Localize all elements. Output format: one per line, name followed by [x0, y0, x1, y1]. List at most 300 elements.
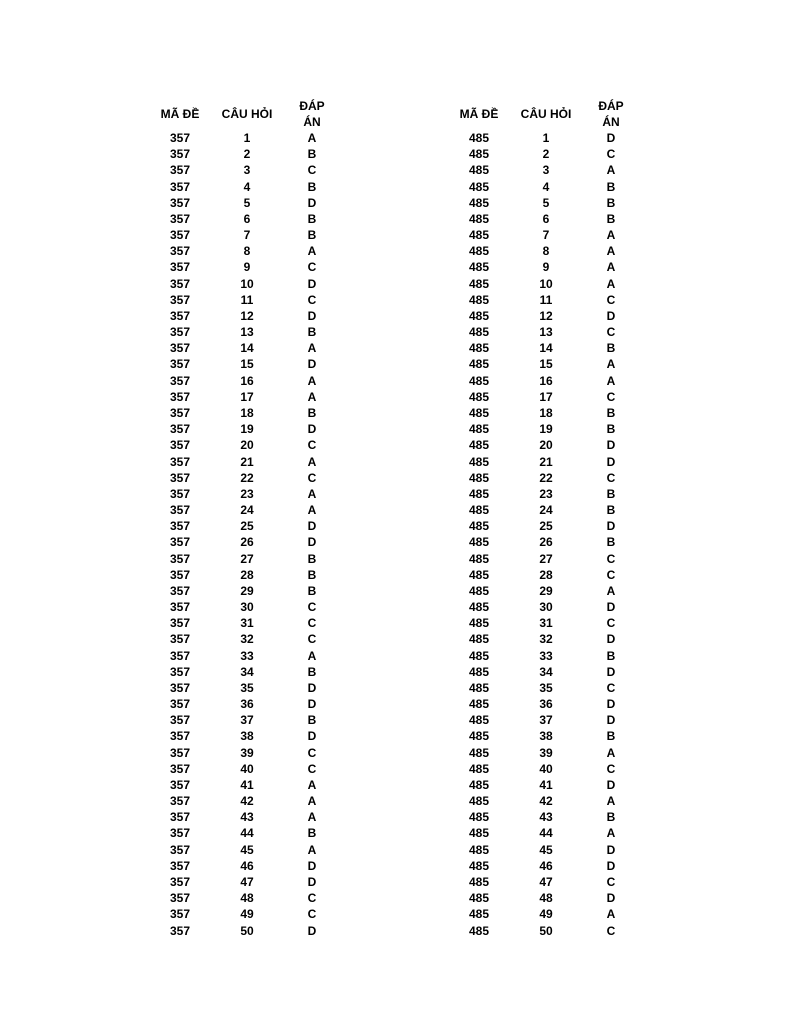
table-row: [158, 922, 332, 938]
cell-dap-an: D: [606, 519, 616, 534]
cell-ma-de: 357: [169, 244, 191, 259]
cell-cau-hoi: 10: [539, 276, 553, 291]
cell-dap-an: B: [307, 228, 317, 243]
table-row: [158, 777, 332, 793]
table-row: [457, 276, 631, 292]
cell-cau-hoi: 32: [240, 632, 254, 647]
table-row: [158, 276, 332, 292]
header-dap-an: ĐÁP ÁN: [299, 99, 325, 129]
cell-cau-hoi: 11: [539, 292, 553, 307]
cell-cau-hoi: 38: [539, 729, 553, 744]
cell-cau-hoi: 6: [542, 211, 550, 226]
table-row: [158, 728, 332, 744]
cell-ma-de: 357: [169, 745, 191, 760]
cell-dap-an: C: [307, 260, 317, 275]
cell-cau-hoi: 2: [243, 147, 251, 162]
table-row: [158, 162, 332, 178]
cell-ma-de: 485: [468, 244, 490, 259]
cell-dap-an: D: [307, 874, 317, 889]
table-row: [457, 324, 631, 340]
cell-cau-hoi: 20: [240, 438, 254, 453]
cell-cau-hoi: 13: [240, 325, 254, 340]
cell-dap-an: D: [307, 923, 317, 938]
table-row: [457, 179, 631, 195]
cell-dap-an: B: [606, 648, 616, 663]
cell-dap-an: B: [606, 341, 616, 356]
cell-cau-hoi: 15: [539, 357, 553, 372]
cell-cau-hoi: 18: [539, 406, 553, 420]
table-row: [457, 664, 631, 680]
cell-cau-hoi: 13: [539, 325, 553, 340]
cell-cau-hoi: 21: [539, 454, 553, 469]
answer-table-485: [457, 98, 631, 939]
cell-cau-hoi: 42: [240, 794, 254, 809]
cell-ma-de: 357: [169, 422, 191, 437]
cell-dap-an: D: [606, 891, 616, 906]
cell-dap-an: C: [307, 470, 317, 485]
cell-ma-de: 485: [468, 761, 490, 776]
cell-dap-an: C: [606, 292, 616, 307]
cell-cau-hoi: 49: [240, 907, 254, 922]
table-row: [457, 696, 631, 712]
cell-cau-hoi: 14: [539, 341, 553, 356]
cell-dap-an: D: [606, 713, 616, 728]
cell-dap-an: A: [606, 907, 616, 922]
cell-cau-hoi: 1: [243, 131, 251, 146]
cell-cau-hoi: 44: [539, 826, 553, 841]
table-row: [457, 421, 631, 437]
cell-dap-an: D: [606, 858, 616, 873]
cell-dap-an: D: [606, 308, 616, 323]
cell-cau-hoi: 12: [539, 308, 553, 323]
cell-cau-hoi: 16: [240, 373, 254, 388]
cell-ma-de: 485: [468, 454, 490, 469]
cell-cau-hoi: 15: [240, 357, 254, 372]
cell-ma-de: 357: [169, 826, 191, 841]
cell-ma-de: 485: [468, 357, 490, 372]
table-row: [158, 146, 332, 162]
cell-dap-an: A: [307, 648, 317, 663]
table-row: [457, 243, 631, 259]
cell-ma-de: 357: [169, 292, 191, 307]
table-row: [457, 308, 631, 324]
cell-dap-an: C: [606, 567, 616, 582]
cell-cau-hoi: 33: [240, 648, 254, 663]
answer-table-357: [158, 98, 332, 939]
cell-ma-de: 485: [468, 745, 490, 760]
cell-dap-an: A: [606, 260, 616, 275]
cell-ma-de: 485: [468, 551, 490, 566]
cell-dap-an: A: [606, 357, 616, 372]
cell-ma-de: 357: [169, 373, 191, 388]
cell-cau-hoi: 45: [539, 842, 553, 857]
table-row: [457, 793, 631, 809]
table-row: [457, 340, 631, 356]
cell-ma-de: 357: [169, 195, 191, 210]
cell-ma-de: 357: [169, 874, 191, 889]
cell-ma-de: 485: [468, 276, 490, 291]
cell-ma-de: 357: [169, 438, 191, 453]
cell-dap-an: D: [606, 438, 616, 453]
cell-ma-de: 485: [468, 632, 490, 647]
cell-dap-an: C: [307, 292, 317, 307]
cell-cau-hoi: 7: [243, 228, 251, 243]
cell-ma-de: 485: [468, 438, 490, 453]
table-row: [158, 615, 332, 631]
cell-dap-an: B: [307, 551, 317, 566]
cell-ma-de: 485: [468, 648, 490, 663]
cell-ma-de: 357: [169, 341, 191, 356]
cell-cau-hoi: 16: [539, 373, 553, 388]
cell-cau-hoi: 43: [240, 810, 254, 825]
cell-cau-hoi: 24: [539, 503, 553, 518]
table-row: [158, 389, 332, 405]
cell-dap-an: B: [307, 567, 317, 582]
table-row: [457, 534, 631, 550]
cell-ma-de: 485: [468, 535, 490, 550]
cell-ma-de: 357: [169, 260, 191, 275]
cell-ma-de: 357: [169, 891, 191, 906]
cell-dap-an: B: [606, 810, 616, 825]
header-cau-hoi: CÂU HỎI: [221, 107, 273, 121]
cell-ma-de: 357: [169, 842, 191, 857]
table-row: [158, 470, 332, 486]
table-row: [457, 356, 631, 372]
table-row: [457, 712, 631, 728]
cell-dap-an: C: [307, 761, 317, 776]
table-row: [158, 534, 332, 550]
cell-dap-an: C: [307, 438, 317, 453]
cell-cau-hoi: 44: [240, 826, 254, 841]
cell-ma-de: 485: [468, 810, 490, 825]
cell-dap-an: D: [606, 777, 616, 792]
cell-dap-an: B: [307, 406, 317, 420]
table-row: [457, 777, 631, 793]
table-row: [158, 292, 332, 308]
cell-dap-an: A: [307, 810, 317, 825]
table-row: [158, 809, 332, 825]
cell-ma-de: 485: [468, 777, 490, 792]
table-row: [457, 486, 631, 502]
cell-ma-de: 485: [468, 923, 490, 938]
cell-ma-de: 357: [169, 858, 191, 873]
table-row: [158, 356, 332, 372]
cell-cau-hoi: 39: [539, 745, 553, 760]
table-row: [457, 858, 631, 874]
cell-cau-hoi: 19: [539, 422, 553, 437]
cell-dap-an: B: [606, 503, 616, 518]
cell-cau-hoi: 45: [240, 842, 254, 857]
cell-ma-de: 485: [468, 842, 490, 857]
table-row: [457, 874, 631, 890]
table-row: [457, 728, 631, 744]
cell-cau-hoi: 25: [240, 519, 254, 534]
cell-ma-de: 357: [169, 648, 191, 663]
cell-dap-an: C: [307, 907, 317, 922]
cell-dap-an: B: [606, 729, 616, 744]
cell-ma-de: 485: [468, 826, 490, 841]
cell-dap-an: C: [606, 874, 616, 889]
table-row: [457, 809, 631, 825]
cell-cau-hoi: 21: [240, 454, 254, 469]
cell-dap-an: D: [606, 454, 616, 469]
cell-ma-de: 357: [169, 729, 191, 744]
cell-dap-an: B: [606, 486, 616, 501]
cell-ma-de: 485: [468, 292, 490, 307]
cell-dap-an: C: [606, 325, 616, 340]
cell-cau-hoi: 37: [240, 713, 254, 728]
cell-dap-an: C: [307, 891, 317, 906]
table-row: [158, 842, 332, 858]
table-row: [158, 340, 332, 356]
cell-ma-de: 357: [169, 163, 191, 178]
table-row: [457, 825, 631, 841]
cell-dap-an: A: [606, 826, 616, 841]
cell-dap-an: A: [606, 583, 616, 598]
cell-ma-de: 485: [468, 228, 490, 243]
cell-dap-an: C: [307, 745, 317, 760]
cell-ma-de: 357: [169, 406, 191, 420]
cell-ma-de: 485: [468, 406, 490, 420]
cell-cau-hoi: 18: [240, 406, 254, 420]
cell-cau-hoi: 22: [539, 470, 553, 485]
cell-cau-hoi: 42: [539, 794, 553, 809]
cell-dap-an: A: [307, 503, 317, 518]
cell-ma-de: 357: [169, 486, 191, 501]
cell-ma-de: 485: [468, 874, 490, 889]
cell-cau-hoi: 46: [240, 858, 254, 873]
cell-ma-de: 357: [169, 519, 191, 534]
cell-ma-de: 485: [468, 373, 490, 388]
cell-ma-de: 485: [468, 179, 490, 194]
cell-dap-an: B: [606, 179, 616, 194]
cell-cau-hoi: 39: [240, 745, 254, 760]
cell-ma-de: 485: [468, 503, 490, 518]
cell-cau-hoi: 28: [539, 567, 553, 582]
cell-dap-an: A: [307, 131, 317, 146]
cell-dap-an: C: [606, 923, 616, 938]
cell-cau-hoi: 28: [240, 567, 254, 582]
cell-cau-hoi: 29: [240, 583, 254, 598]
cell-cau-hoi: 25: [539, 519, 553, 534]
cell-ma-de: 485: [468, 470, 490, 485]
cell-dap-an: A: [307, 373, 317, 388]
cell-cau-hoi: 8: [542, 244, 550, 259]
table-row: [158, 550, 332, 566]
table-row: [158, 745, 332, 761]
cell-cau-hoi: 22: [240, 470, 254, 485]
cell-dap-an: A: [606, 373, 616, 388]
cell-dap-an: C: [307, 163, 317, 178]
cell-ma-de: 357: [169, 616, 191, 631]
cell-cau-hoi: 17: [539, 389, 553, 404]
cell-dap-an: B: [307, 583, 317, 598]
cell-dap-an: B: [606, 195, 616, 210]
cell-dap-an: D: [307, 697, 317, 712]
table-row: [457, 890, 631, 906]
table-row: [457, 615, 631, 631]
cell-cau-hoi: 48: [539, 891, 553, 906]
cell-dap-an: D: [307, 357, 317, 372]
cell-cau-hoi: 5: [243, 195, 251, 210]
cell-ma-de: 485: [468, 147, 490, 162]
cell-dap-an: A: [606, 228, 616, 243]
cell-ma-de: 485: [468, 519, 490, 534]
cell-dap-an: B: [606, 211, 616, 226]
cell-cau-hoi: 23: [240, 486, 254, 501]
cell-cau-hoi: 27: [539, 551, 553, 566]
cell-dap-an: C: [307, 600, 317, 615]
cell-dap-an: B: [606, 535, 616, 550]
table-row: [158, 599, 332, 615]
cell-cau-hoi: 46: [539, 858, 553, 873]
cell-cau-hoi: 43: [539, 810, 553, 825]
cell-ma-de: 357: [169, 535, 191, 550]
cell-ma-de: 357: [169, 308, 191, 323]
table-row: [158, 453, 332, 469]
cell-ma-de: 357: [169, 454, 191, 469]
cell-cau-hoi: 49: [539, 907, 553, 922]
cell-dap-an: D: [307, 680, 317, 695]
cell-dap-an: D: [606, 842, 616, 857]
table-row: [158, 421, 332, 437]
cell-ma-de: 357: [169, 567, 191, 582]
table-row: [158, 308, 332, 324]
header-cau-hoi: CÂU HỎI: [520, 107, 572, 121]
cell-cau-hoi: 24: [240, 503, 254, 518]
cell-cau-hoi: 47: [240, 874, 254, 889]
cell-dap-an: D: [606, 664, 616, 679]
table-row: [158, 761, 332, 777]
cell-ma-de: 357: [169, 583, 191, 598]
cell-cau-hoi: 50: [240, 923, 254, 938]
cell-cau-hoi: 47: [539, 874, 553, 889]
cell-cau-hoi: 36: [240, 697, 254, 712]
cell-ma-de: 357: [169, 713, 191, 728]
cell-dap-an: C: [606, 551, 616, 566]
table-row: [457, 405, 631, 421]
table-row: [457, 567, 631, 583]
cell-cau-hoi: 20: [539, 438, 553, 453]
cell-dap-an: B: [307, 325, 317, 340]
table-row: [457, 292, 631, 308]
cell-cau-hoi: 37: [539, 713, 553, 728]
cell-ma-de: 485: [468, 713, 490, 728]
table-row: [457, 550, 631, 566]
cell-cau-hoi: 30: [539, 600, 553, 615]
cell-cau-hoi: 4: [243, 179, 251, 194]
table-row: [158, 243, 332, 259]
table-row: [457, 162, 631, 178]
cell-ma-de: 357: [169, 211, 191, 226]
cell-cau-hoi: 26: [240, 535, 254, 550]
header-dap-an: ĐÁP ÁN: [598, 99, 624, 129]
cell-cau-hoi: 38: [240, 729, 254, 744]
cell-ma-de: 485: [468, 131, 490, 146]
cell-dap-an: C: [606, 761, 616, 776]
cell-cau-hoi: 26: [539, 535, 553, 550]
cell-cau-hoi: 12: [240, 308, 254, 323]
cell-cau-hoi: 6: [243, 211, 251, 226]
table-row: [158, 648, 332, 664]
cell-dap-an: A: [307, 454, 317, 469]
cell-ma-de: 485: [468, 195, 490, 210]
cell-dap-an: B: [606, 406, 616, 420]
cell-dap-an: D: [606, 131, 616, 146]
table-row: [457, 518, 631, 534]
table-row: [158, 858, 332, 874]
table-row: [457, 389, 631, 405]
cell-cau-hoi: 9: [542, 260, 550, 275]
cell-ma-de: 485: [468, 567, 490, 582]
cell-cau-hoi: 34: [539, 664, 553, 679]
cell-dap-an: C: [606, 470, 616, 485]
cell-dap-an: D: [307, 519, 317, 534]
table-header-row: [158, 98, 332, 130]
cell-cau-hoi: 35: [539, 680, 553, 695]
cell-ma-de: 357: [169, 777, 191, 792]
cell-dap-an: D: [307, 858, 317, 873]
table-header-row: [457, 98, 631, 130]
cell-ma-de: 485: [468, 600, 490, 615]
cell-cau-hoi: 14: [240, 341, 254, 356]
cell-cau-hoi: 8: [243, 244, 251, 259]
table-row: [457, 842, 631, 858]
table-row: [457, 599, 631, 615]
cell-dap-an: B: [307, 713, 317, 728]
cell-cau-hoi: 31: [539, 616, 553, 631]
cell-cau-hoi: 17: [240, 389, 254, 404]
cell-dap-an: A: [307, 777, 317, 792]
cell-cau-hoi: 19: [240, 422, 254, 437]
cell-dap-an: D: [606, 600, 616, 615]
cell-dap-an: D: [307, 308, 317, 323]
table-row: [158, 324, 332, 340]
table-row: [457, 437, 631, 453]
cell-cau-hoi: 34: [240, 664, 254, 679]
cell-dap-an: A: [606, 276, 616, 291]
cell-cau-hoi: 40: [240, 761, 254, 776]
table-row: [457, 583, 631, 599]
table-row: [457, 130, 631, 146]
table-row: [158, 890, 332, 906]
cell-dap-an: D: [307, 729, 317, 744]
cell-dap-an: A: [307, 389, 317, 404]
cell-ma-de: 357: [169, 357, 191, 372]
cell-ma-de: 357: [169, 503, 191, 518]
cell-ma-de: 357: [169, 664, 191, 679]
cell-cau-hoi: 11: [240, 292, 254, 307]
table-row: [158, 502, 332, 518]
table-row: [158, 696, 332, 712]
header-ma-de: MÃ ĐỀ: [459, 107, 499, 121]
cell-ma-de: 357: [169, 761, 191, 776]
cell-ma-de: 357: [169, 470, 191, 485]
cell-cau-hoi: 29: [539, 583, 553, 598]
cell-ma-de: 485: [468, 664, 490, 679]
cell-ma-de: 485: [468, 616, 490, 631]
table-row: [158, 712, 332, 728]
table-row: [457, 470, 631, 486]
cell-cau-hoi: 35: [240, 680, 254, 695]
cell-dap-an: A: [307, 794, 317, 809]
cell-cau-hoi: 27: [240, 551, 254, 566]
cell-ma-de: 485: [468, 389, 490, 404]
cell-dap-an: A: [307, 842, 317, 857]
cell-cau-hoi: 23: [539, 486, 553, 501]
cell-dap-an: B: [307, 664, 317, 679]
table-row: [457, 453, 631, 469]
